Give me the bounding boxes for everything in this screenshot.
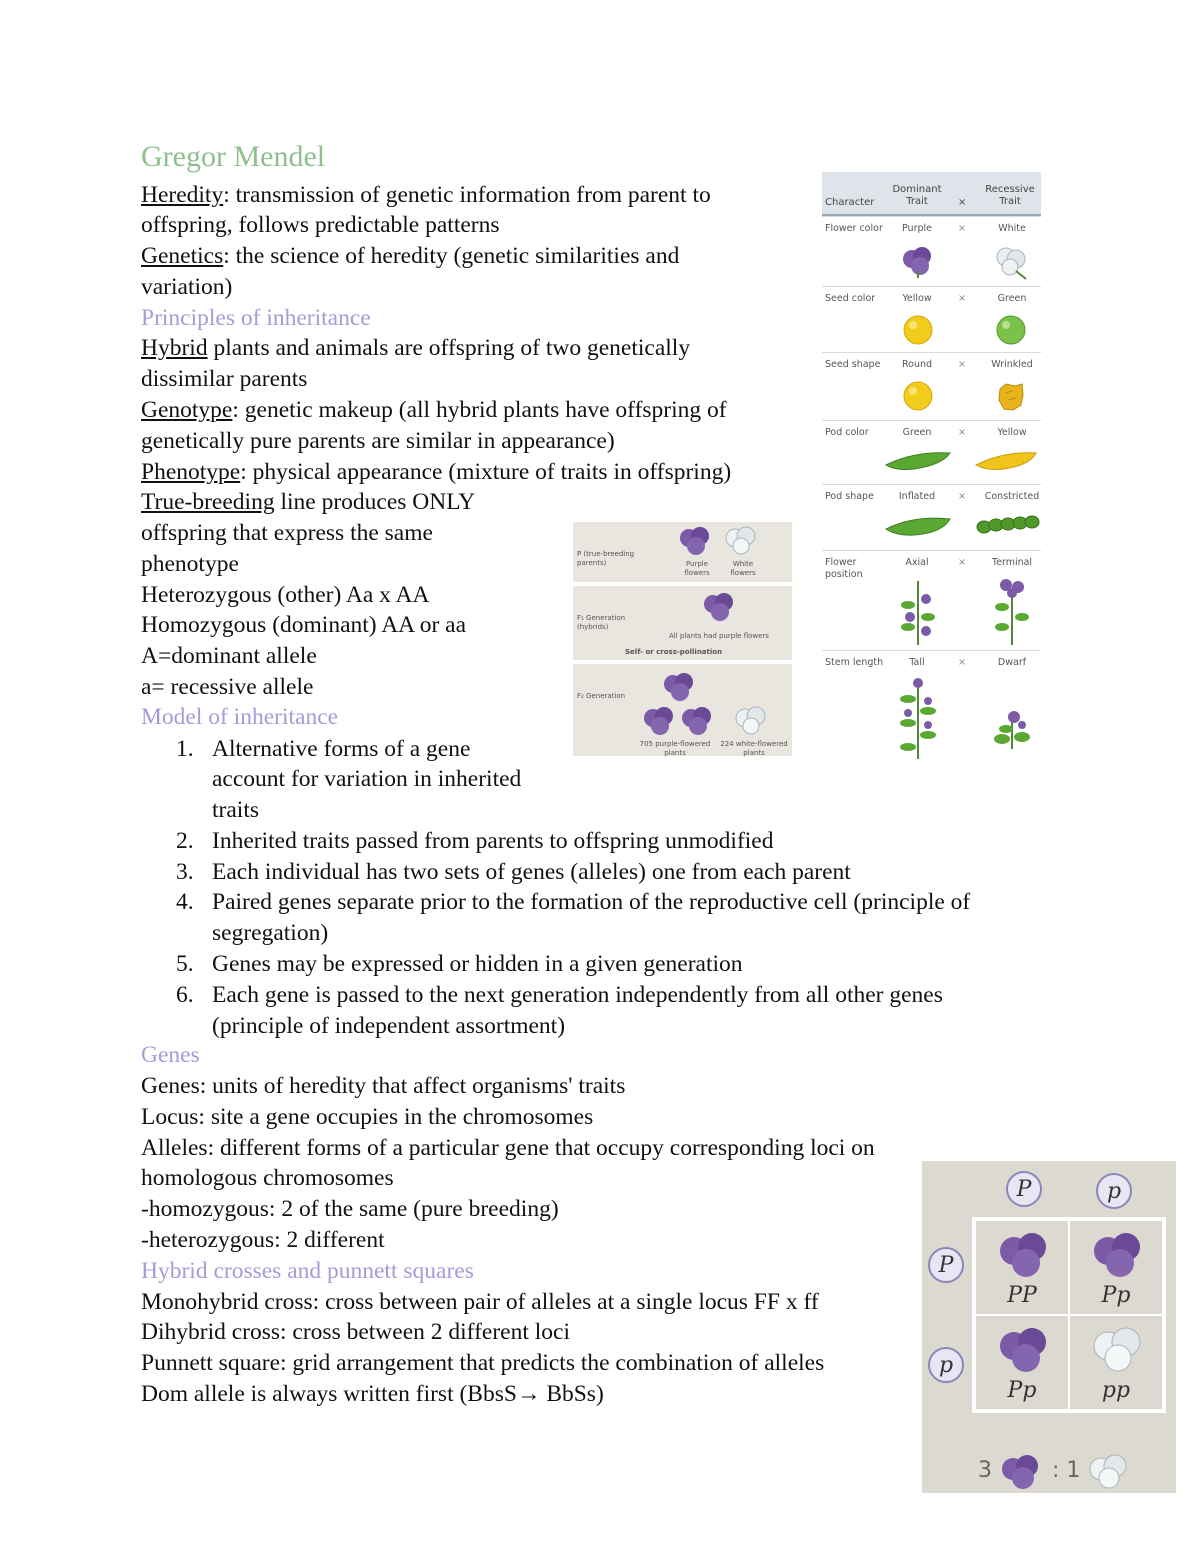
truebreeding-cont1: offspring that express the same xyxy=(141,520,433,546)
purple-flower-icon xyxy=(999,1451,1045,1491)
trait-cross: × xyxy=(958,293,966,304)
genetics-term: Genetics xyxy=(141,243,224,269)
list-item-number: 4. xyxy=(176,889,194,915)
punnett-line: Punnett square: grid arrangement that predicts the combination of alleles xyxy=(141,1350,825,1376)
pollination-label: Self- or cross-pollination xyxy=(625,648,723,656)
model-heading: Model of inheritance xyxy=(141,704,339,730)
purple-flower-icon xyxy=(641,704,677,738)
purple-flowers-label: Purple flowers xyxy=(684,560,710,577)
list-item-number: 1. xyxy=(176,736,194,762)
list-item-cont: traits xyxy=(212,797,259,823)
trait-recessive: Dwarf xyxy=(997,657,1027,668)
genetics-definition: : the science of heredity (genetic similarities and xyxy=(223,243,680,269)
trait-character: Seed color xyxy=(825,293,876,304)
list-item-cont: (principle of independent assortment) xyxy=(212,1013,566,1039)
trait-character: Flower color xyxy=(825,223,883,234)
purple-flower-icon xyxy=(661,670,697,704)
phenotype-term: Phenotype xyxy=(141,459,241,485)
purple-flower-icon xyxy=(900,243,936,279)
ratio-dominant-count: 3 xyxy=(978,1458,992,1483)
hybrid-term: Hybrid xyxy=(141,335,208,361)
p-generation-label: P (true-breeding parents) xyxy=(577,550,635,567)
genetics-cont: variation) xyxy=(141,274,233,300)
f2-generation-band xyxy=(573,664,792,756)
list-item: Each gene is passed to the next generation independently from all other genes xyxy=(212,982,943,1008)
hybrid-line xyxy=(141,333,690,363)
trait-dominant: Axial xyxy=(905,557,929,568)
genotype-label: PP xyxy=(1007,1283,1037,1308)
trait-row xyxy=(822,286,1041,353)
trait-row xyxy=(822,650,1041,765)
f2-generation-label: F₂ Generation xyxy=(577,692,626,700)
phenotype-ratio xyxy=(978,1451,1133,1491)
trait-recessive: Wrinkled xyxy=(991,359,1033,370)
monohybrid-line: Monohybrid cross: cross between pair of alleles at a single locus FF x ff xyxy=(141,1289,819,1315)
constricted-pod-icon xyxy=(976,515,1040,535)
punnett-cell xyxy=(975,1220,1069,1315)
header-character: Character xyxy=(825,197,875,208)
trait-recessive: Terminal xyxy=(991,557,1033,568)
list-item-number: 6. xyxy=(176,982,194,1008)
genotype-definition: : genetic makeup (all hybrid plants have offspring of xyxy=(232,397,727,423)
punnett-cell xyxy=(1069,1315,1163,1410)
green-seed-icon xyxy=(995,314,1027,346)
hybrid-cont: dissimilar parents xyxy=(141,366,308,392)
genotype-cont: genetically pure parents are similar in appearance) xyxy=(141,428,615,454)
yellow-seed-icon xyxy=(902,314,934,346)
header-dominant: Dominant Trait xyxy=(892,184,942,207)
white-flower-icon xyxy=(1090,1324,1146,1376)
purple-flower-icon xyxy=(996,1229,1052,1281)
heterozygous-line: Heterozygous (other) Aa x AA xyxy=(141,582,430,608)
column-allele: p xyxy=(1096,1173,1132,1209)
header-recessive: Recessive Trait xyxy=(985,184,1035,207)
trait-cross: × xyxy=(958,557,966,568)
genotype-line xyxy=(141,395,727,425)
white-flower-icon xyxy=(992,243,1032,281)
generation-figure xyxy=(573,522,792,756)
crosses-heading: Hybrid crosses and punnett squares xyxy=(141,1258,474,1284)
list-item-cont: account for variation in inherited xyxy=(212,766,522,792)
dom-first-line: Dom allele is always written first (BbsS→ BbSs) xyxy=(141,1381,604,1407)
heredity-term: Heredity xyxy=(141,182,224,208)
trait-row xyxy=(822,420,1041,485)
f1-generation-band xyxy=(573,586,792,660)
trait-character: Seed shape xyxy=(825,359,881,370)
genes-line: Genes: units of heredity that affect organisms' traits xyxy=(141,1073,626,1099)
truebreeding-term: True-breeding xyxy=(141,489,275,515)
alleles-cont: homologous chromosomes xyxy=(141,1165,394,1191)
dwarf-plant-icon xyxy=(992,709,1032,751)
heredity-cont: offspring, follows predictable patterns xyxy=(141,212,500,238)
trait-dominant: Purple xyxy=(901,223,932,234)
purple-flower-icon xyxy=(996,1324,1052,1376)
phenotype-definition: : physical appearance (mixture of traits in offspring) xyxy=(240,459,732,485)
purple-flower-icon xyxy=(679,704,715,738)
homozygous-line: Homozygous (dominant) AA or aa xyxy=(141,612,467,638)
trait-recessive: White xyxy=(998,223,1026,234)
phenotype-line xyxy=(141,457,731,487)
dominant-allele-line: A=dominant allele xyxy=(141,643,317,669)
f1-description: All plants had purple flowers xyxy=(669,632,769,640)
purple-flower-icon xyxy=(701,590,737,624)
trait-recessive: Constricted xyxy=(984,491,1040,502)
row-allele: P xyxy=(928,1247,964,1283)
trait-dominant: Inflated xyxy=(898,491,936,502)
list-item-number: 3. xyxy=(176,859,194,885)
white-flower-icon xyxy=(733,704,769,738)
green-pod-icon xyxy=(884,447,954,473)
genes-heading: Genes xyxy=(141,1042,200,1068)
truebreeding-cont2: phenotype xyxy=(141,551,239,577)
round-seed-icon xyxy=(902,380,934,412)
trait-cross: × xyxy=(958,427,966,438)
list-item: Genes may be expressed or hidden in a given generation xyxy=(212,951,743,977)
trait-row xyxy=(822,352,1041,421)
white-flower-icon xyxy=(723,524,759,558)
trait-row xyxy=(822,550,1041,651)
inflated-pod-icon xyxy=(884,513,954,539)
list-item: Alternative forms of a gene xyxy=(212,736,471,762)
principles-heading: Principles of inheritance xyxy=(141,305,371,331)
terminal-flower-plant-icon xyxy=(992,577,1032,647)
list-item-number: 5. xyxy=(176,951,194,977)
wrinkled-seed-icon xyxy=(996,381,1026,413)
f1-generation-label: F₁ Generation (hybrids) xyxy=(577,614,626,631)
trait-character: Flower position xyxy=(825,557,863,580)
trait-recessive: Yellow xyxy=(997,427,1027,438)
page-title: Gregor Mendel xyxy=(141,140,326,173)
trait-cross: × xyxy=(958,491,966,502)
f2-white-count: 224 white-flowered plants xyxy=(720,740,788,757)
tall-plant-icon xyxy=(896,677,940,761)
homozygous-sub: -homozygous: 2 of the same (pure breeding) xyxy=(141,1196,559,1222)
trait-table-header xyxy=(822,172,1041,216)
column-allele: P xyxy=(1006,1171,1042,1207)
dihybrid-line: Dihybrid cross: cross between 2 different loci xyxy=(141,1319,570,1345)
purple-flower-icon xyxy=(677,524,713,558)
list-item: Inherited traits passed from parents to offspring unmodified xyxy=(212,828,774,854)
row-allele: p xyxy=(928,1347,964,1383)
punnett-grid xyxy=(972,1217,1166,1413)
white-flower-icon xyxy=(1087,1451,1133,1491)
ratio-separator: : 1 xyxy=(1052,1458,1081,1483)
trait-table-figure xyxy=(822,172,1041,764)
recessive-allele-line: a= recessive allele xyxy=(141,674,314,700)
trait-cross: × xyxy=(958,223,966,234)
genotype-label: Pp xyxy=(1007,1378,1037,1403)
genotype-label: Pp xyxy=(1101,1283,1131,1308)
trait-dominant: Tall xyxy=(909,657,925,668)
truebreeding-line xyxy=(141,487,475,517)
punnett-cell xyxy=(975,1315,1069,1410)
locus-line: Locus: site a gene occupies in the chromosomes xyxy=(141,1104,594,1130)
p-generation-band xyxy=(573,522,792,582)
purple-flower-icon xyxy=(1090,1229,1146,1281)
trait-character: Stem length xyxy=(825,657,884,668)
header-cross: × xyxy=(958,197,967,208)
white-flowers-label: White flowers xyxy=(730,560,756,577)
punnett-square-figure xyxy=(922,1161,1176,1493)
truebreeding-definition: line produces ONLY xyxy=(274,489,476,515)
genotype-label: pp xyxy=(1101,1378,1131,1403)
alleles-line: Alleles: different forms of a particular gene that occupy corresponding loci on xyxy=(141,1135,875,1161)
list-item: Each individual has two sets of genes (alleles) one from each parent xyxy=(212,859,851,885)
genotype-term: Genotype xyxy=(141,397,233,423)
list-item-number: 2. xyxy=(176,828,194,854)
trait-recessive: Green xyxy=(997,293,1027,304)
list-item: Paired genes separate prior to the formation of the reproductive cell (principle of xyxy=(212,889,971,915)
yellow-pod-icon xyxy=(974,447,1040,473)
trait-dominant: Round xyxy=(901,359,933,370)
trait-character: Pod shape xyxy=(825,491,874,502)
trait-row xyxy=(822,484,1041,551)
trait-character: Pod color xyxy=(825,427,869,438)
trait-dominant: Yellow xyxy=(902,293,932,304)
trait-row xyxy=(822,216,1041,287)
f2-purple-count: 705 purple-flowered plants xyxy=(639,740,711,757)
trait-dominant: Green xyxy=(902,427,932,438)
genetics-line xyxy=(141,241,679,271)
axial-flower-plant-icon xyxy=(898,577,938,647)
heredity-definition: : transmission of genetic information from parent to xyxy=(223,182,711,208)
list-item-cont: segregation) xyxy=(212,920,329,946)
trait-cross: × xyxy=(958,657,966,668)
trait-cross: × xyxy=(958,359,966,370)
punnett-cell xyxy=(1069,1220,1163,1315)
heterozygous-sub: -heterozygous: 2 different xyxy=(141,1227,385,1253)
heredity-line xyxy=(141,180,711,210)
hybrid-definition: plants and animals are offspring of two genetically xyxy=(207,335,691,361)
